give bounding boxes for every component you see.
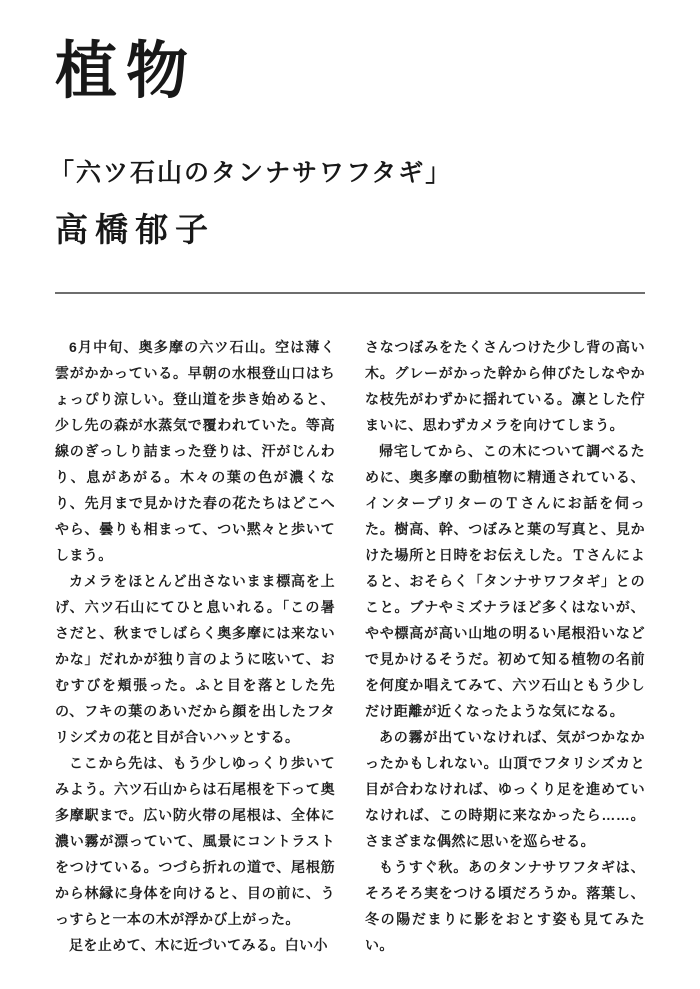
paragraph: カメラをほとんど出さないまま標高を上げ、六ツ石山にてひと息いれる。「この暑さだと、秋までしばらく奥多摩には来ないかな」だれかが独り言のように呟いて、おむすびを頬張った。ふと目を落とした先の、フキの葉のあいだから顔を出したフタリシズカの花と目が合いハッとする。 (55, 572, 335, 745)
divider-rule (55, 292, 645, 294)
paragraph: ここから先は、もう少しゆっくり歩いてみよう。六ツ石山からは石尾根を下って奥多摩駅まで。広い防火帯の尾根は、全体に濃い霧が漂っていて、風景にコントラストをつけている。つづら折れの道で、尾根筋から林縁に身体を向けると、目の前に、うっすらと一本の木が浮かび上がった。 (55, 754, 335, 927)
paragraph: 6月中旬、奥多摩の六ツ石山。空は薄く雲がかかっている。早朝の水根登山口はちょっぴり涼しい。登山道を歩き始めると、少し先の森が水蒸気で覆われていた。等高線のぎっしり詰まった登りは、汗がじんわり、息があがる。木々の葉の色が濃くなり、先月まで見かけた春の花たちはどこへやら、曇りも相まって、つい黙々と歩いてしまう。 (55, 338, 335, 563)
text-column-left (55, 334, 335, 958)
paragraph: もうすぐ秋。あのタンナサワフタギは、そろそろ実をつける頃だろうか。落葉し、冬の陽だまりに影をおとす姿も見てみたい。 (365, 858, 645, 953)
page-title: 植物 (55, 37, 198, 106)
text-column-right (365, 334, 645, 958)
article-body (55, 334, 645, 958)
paragraph: あの霧が出ていなければ、気がつかなかったかもしれない。山頂でフタリシズカと目が合わなければ、ゆっくり足を進めていなければ、この時期に来なかったら……。さまざまな偶然に思いを巡らせる。 (365, 728, 645, 849)
article-subtitle: 「六ツ石山のタンナサワフタギ」 (49, 159, 453, 188)
paragraph: 足を止めて、木に近づいてみる。白い小 (69, 936, 328, 953)
paragraph: さなつぼみをたくさんつけた少し背の高い木。グレーがかった幹から伸びたしなやかな枝先がわずかに揺れている。凛とした佇まいに、思わずカメラを向けてしまう。 (365, 338, 645, 433)
paragraph: 帰宅してから、この木について調べるために、奥多摩の動植物に精通されている、インタープリターのＴさんにお話を伺った。樹高、幹、つぼみと葉の写真と、見かけた場所と日時をお伝えした。Ｔさんによると、おそらく「タンナサワフタギ」とのこと。ブナやミズナラほど多くはないが、やや標高が高い山地の明るい尾根沿いなどで見かけるそうだ。初めて知る植物の名前を何度か唱えてみて、六ツ石山ともう少しだけ距離が近くなったような気になる。 (365, 442, 645, 719)
author-name: 高橋郁子 (55, 211, 215, 249)
